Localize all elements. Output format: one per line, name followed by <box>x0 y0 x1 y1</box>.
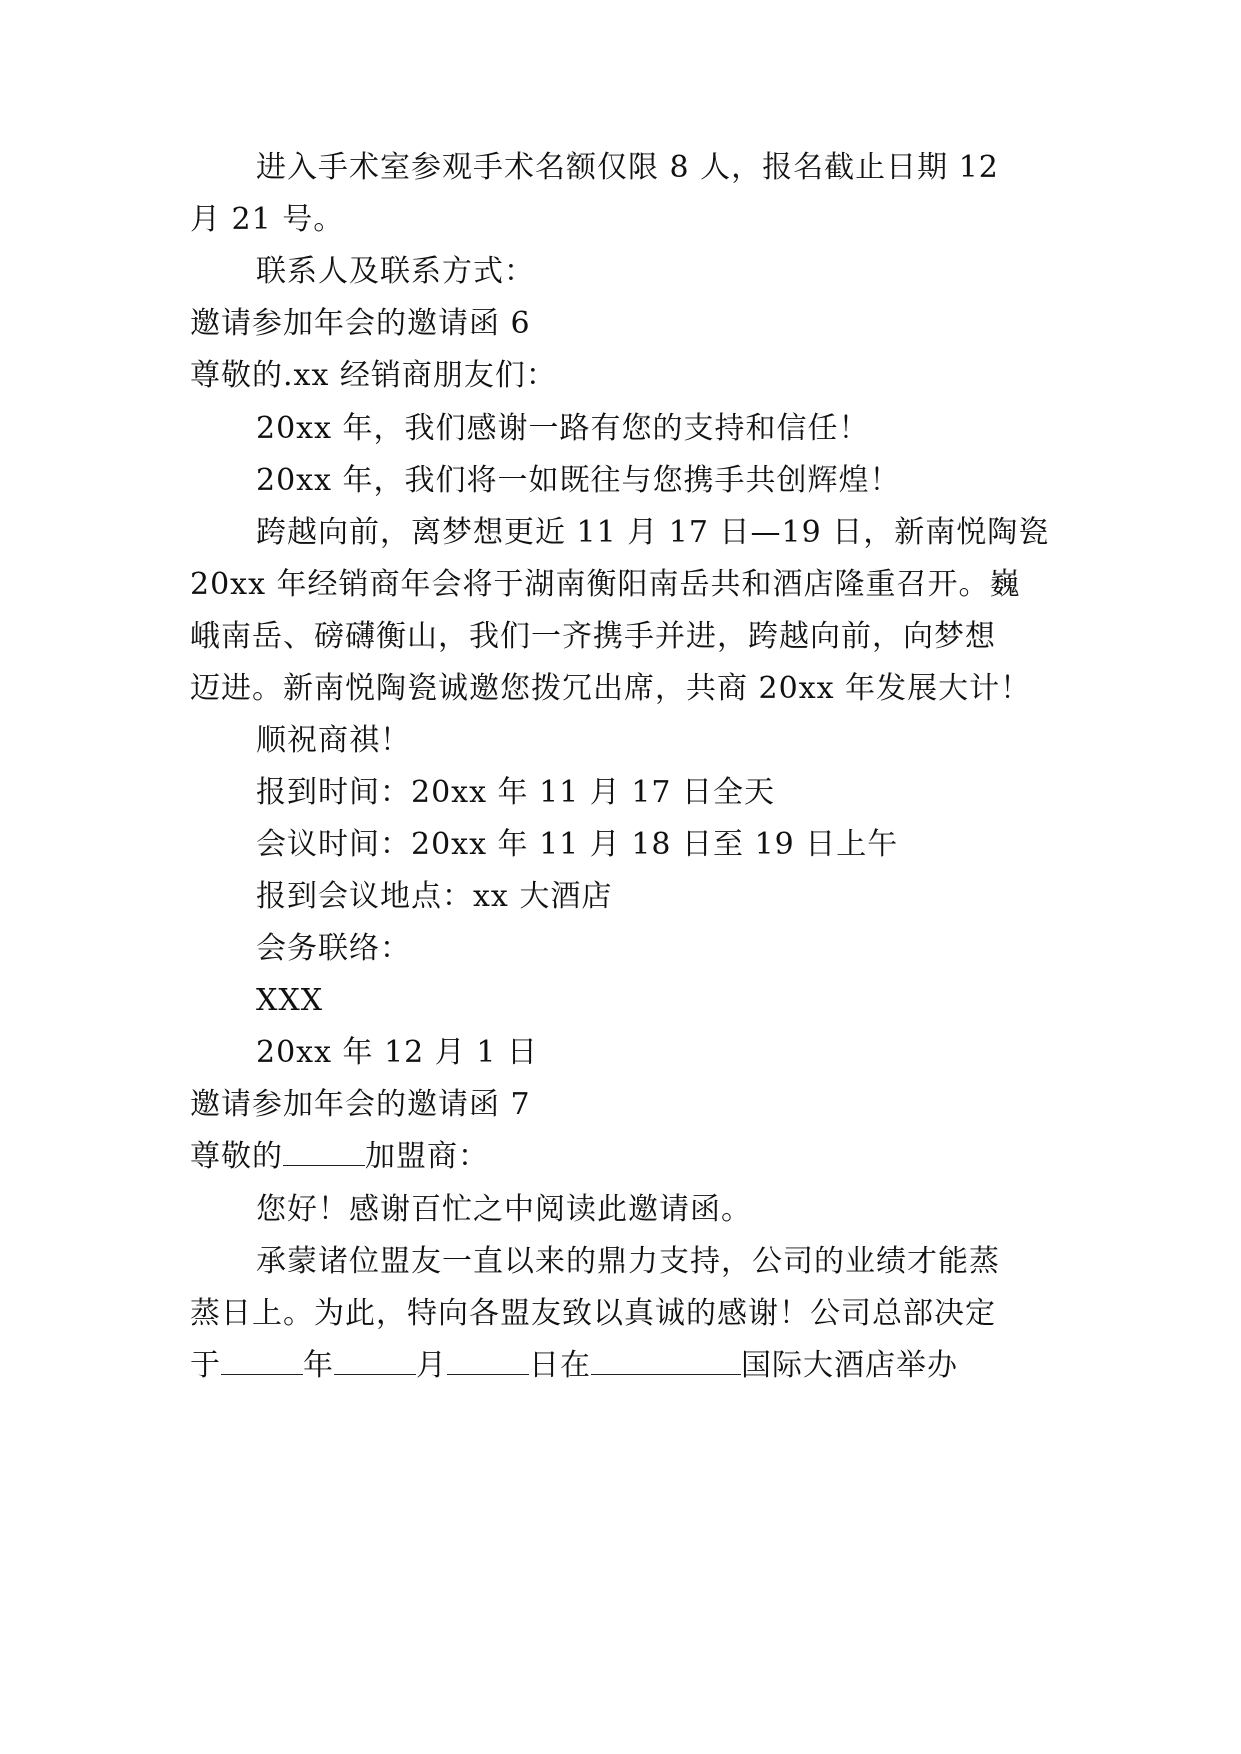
paragraph-line: 20xx 年经销商年会将于湖南衡阳南岳共和酒店隆重召开。巍 <box>190 567 1021 602</box>
text-segment: 国际大酒店举办 <box>741 1348 958 1383</box>
paragraph-line: 跨越向前，离梦想更近 11 月 17 日—19 日，新南悦陶瓷 <box>256 515 1050 550</box>
salutation-prefix: 尊敬的 <box>190 1139 283 1174</box>
contact-name: XXX <box>256 983 324 1018</box>
closing-line: 顺祝商祺！ <box>256 723 411 758</box>
paragraph-line: 峨南岳、磅礴衡山，我们一齐携手并进，跨越向前，向梦想 <box>190 619 996 654</box>
paragraph-line: 20xx 年，我们将一如既往与您携手共创辉煌！ <box>256 463 901 498</box>
paragraph-line: 承蒙诸位盟友一直以来的鼎力支持，公司的业绩才能蒸 <box>256 1244 1000 1279</box>
contact-label: 会务联络： <box>256 931 411 966</box>
paragraph-line <box>190 1346 1070 1386</box>
meeting-time: 会议时间：20xx 年 11 月 18 日至 19 日上午 <box>256 827 899 862</box>
document-date: 20xx 年 12 月 1 日 <box>256 1035 538 1070</box>
month-blank <box>334 1346 416 1375</box>
paragraph-line: 您好！感谢百忙之中阅读此邀请函。 <box>256 1192 752 1227</box>
day-blank <box>447 1346 529 1375</box>
paragraph-line: 进入手术室参观手术名额仅限 8 人，报名截止日期 12 <box>256 150 999 185</box>
fill-in-blank <box>283 1137 365 1166</box>
text-segment: 月 <box>416 1348 447 1383</box>
paragraph-line: 迈进。新南悦陶瓷诚邀您拨冗出席，共商 20xx 年发展大计！ <box>190 671 1032 706</box>
year-blank <box>221 1346 303 1375</box>
section-heading: 邀请参加年会的邀请函 7 <box>190 1087 531 1122</box>
salutation-suffix: 加盟商： <box>365 1139 489 1174</box>
text-segment: 日在 <box>529 1348 591 1383</box>
text-segment: 于 <box>190 1348 221 1383</box>
paragraph-line: 月 21 号。 <box>190 202 345 237</box>
paragraph-line: 蒸日上。为此，特向各盟友致以真诚的感谢！公司总部决定 <box>190 1296 996 1331</box>
venue-blank <box>591 1346 741 1375</box>
registration-time: 报到时间：20xx 年 11 月 17 日全天 <box>256 775 776 810</box>
paragraph-line: 联系人及联系方式： <box>256 254 535 289</box>
salutation <box>190 1137 1070 1177</box>
section-heading: 邀请参加年会的邀请函 6 <box>190 306 531 341</box>
salutation: 尊敬的.xx 经销商朋友们： <box>190 358 557 393</box>
text-segment: 年 <box>303 1348 334 1383</box>
paragraph-line: 20xx 年，我们感谢一路有您的支持和信任！ <box>256 411 870 446</box>
meeting-location: 报到会议地点：xx 大酒店 <box>256 879 613 914</box>
